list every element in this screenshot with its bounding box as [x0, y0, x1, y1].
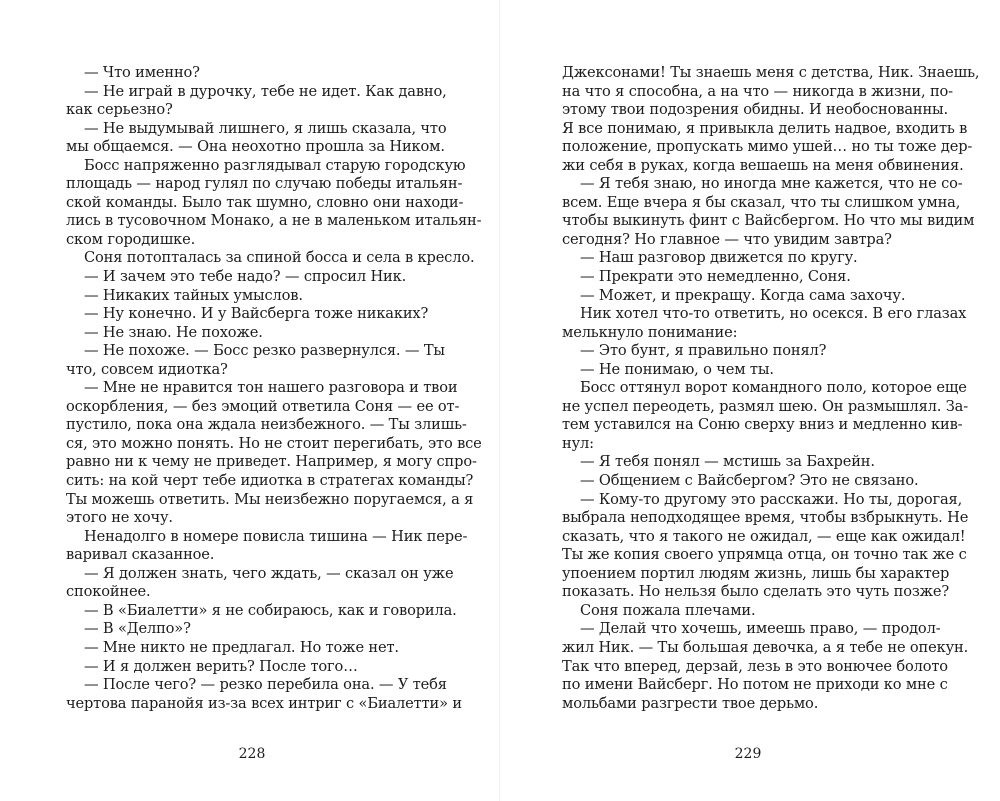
text-line: мольбами разгрести твое дерьмо.: [562, 694, 819, 712]
text-line: — Мне никто не предлагал. Но тоже нет.: [84, 638, 399, 656]
text-line: варивал сказанное.: [66, 546, 215, 564]
text-line: по имени Вайсберг. Но потом не приходи ко мне с: [562, 676, 948, 694]
right-page-number: 229: [734, 746, 762, 762]
text-line: — Не играй в дурочку, тебе не идет. Как давно,: [84, 82, 447, 100]
text-line: ской команды. Было так шумно, словно они находи-: [66, 193, 464, 211]
text-line: — Наш разговор движется по кругу.: [580, 249, 858, 267]
text-line: всем. Еще вчера я бы сказал, что ты слишком умна,: [562, 193, 961, 211]
text-line: — Я тебя понял — мстишь за Бахрейн.: [580, 453, 875, 471]
text-line: этому твои подозрения обидны. И необоснованны.: [562, 101, 948, 119]
text-line: тем уставился на Соню сверху вниз и медленно кив-: [562, 416, 963, 434]
text-line: нул:: [562, 434, 594, 452]
text-line: равно ни к чему не приведет. Например, я могу спро-: [66, 453, 477, 471]
text-line: спокойнее.: [66, 583, 151, 601]
text-line: мелькнуло понимание:: [562, 323, 738, 341]
text-line: чтобы выкинуть финт с Вайсбергом. Но что мы видим: [562, 212, 975, 230]
text-line: ском городишке.: [66, 230, 196, 248]
text-line: жил Ник. — Ты большая девочка, а я тебе не опекун.: [562, 638, 969, 656]
text-line: положение, пропускать мимо ушей… но ты тоже дер-: [562, 138, 973, 156]
text-line: — Что именно?: [84, 64, 200, 81]
text-line: площадь — народ гулял по случаю победы итальян-: [66, 175, 463, 193]
text-line: жи себя в руках, когда вешаешь на меня обвинения.: [562, 156, 964, 174]
text-line: не успел переодеть, размял шею. Он размышлял. За-: [562, 397, 969, 415]
text-line: — Общением с Вайсбергом? Это не связано.: [580, 472, 919, 490]
right-page: [562, 64, 980, 784]
text-line: Босс оттянул ворот командного поло, которое еще: [580, 379, 967, 397]
book-gutter: [499, 0, 501, 801]
text-line: оскорбления, — без эмоций ответила Соня — ее от-: [66, 397, 460, 415]
left-page-text: [66, 64, 482, 713]
text-line: — В «Делпо»?: [84, 620, 191, 638]
text-line: этого не хочу.: [66, 509, 173, 527]
text-line: ся, это можно понять. Но не стоит перегибать, это все: [66, 434, 482, 452]
text-line: — И зачем это тебе надо? — спросил Ник.: [84, 268, 407, 286]
text-line: — Прекрати это немедленно, Соня.: [580, 268, 851, 286]
text-line: пустило, пока она ждала неизбежного. — Ты злишь-: [66, 416, 467, 434]
text-line: — После чего? — резко перебила она. — У тебя: [84, 676, 447, 694]
text-line: на что я способна, а на что — никогда в жизни, по-: [562, 82, 953, 100]
text-line: Я все понимаю, я привыкла делить надвое, входить в: [562, 119, 968, 137]
text-line: — Не понимаю, о чем ты.: [580, 360, 774, 378]
text-line: — Я должен знать, чего ждать, — сказал он уже: [84, 564, 454, 582]
text-line: — Я тебя знаю, но иногда мне кажется, что не со-: [580, 175, 963, 193]
text-line: — Кому-то другому это расскажи. Но ты, дорогая,: [580, 490, 963, 508]
text-line: — Ну конечно. И у Вайсберга тоже никаких?: [84, 305, 429, 323]
text-line: Так что вперед, дерзай, лезь в это вонючее болото: [562, 657, 948, 675]
text-line: — Никаких тайных умыслов.: [84, 286, 303, 304]
text-line: — Может, и прекращу. Когда сама захочу.: [580, 286, 906, 304]
text-line: Джексонами! Ты знаешь меня с детства, Ник. Знаешь,: [562, 64, 980, 81]
text-line: Ты же копия своего упрямца отца, он точно так же с: [562, 546, 967, 564]
text-line: чертова паранойя из-за всех интриг с «Биалетти» и: [66, 694, 462, 712]
text-line: выбрала неподходящее время, чтобы взбрыкнуть. Не: [562, 509, 969, 527]
text-line: — Не знаю. Не похоже.: [84, 323, 263, 341]
text-line: сказать, что я такого не ожидал, — еще как ожидал!: [562, 527, 966, 545]
text-line: лись в тусовочном Монако, а не в маленьком итальян-: [66, 212, 482, 230]
text-line: — Не похоже. — Босс резко развернулся. — Ты: [84, 342, 445, 360]
text-line: — Делай что хочешь, имеешь право, — продол-: [580, 620, 941, 638]
text-line: — В «Биалетти» я не собираюсь, как и говорила.: [84, 601, 457, 619]
text-line: как серьезно?: [66, 101, 173, 119]
text-line: что, совсем идиотка?: [66, 360, 228, 378]
left-page: [66, 64, 482, 784]
text-line: упоением портил людям жизнь, лишь бы характер: [562, 564, 950, 582]
text-line: Босс напряженно разглядывал старую городскую: [84, 156, 466, 174]
right-page-text: [562, 64, 980, 713]
text-line: Ты можешь ответить. Мы неизбежно поругаемся, а я: [66, 490, 474, 508]
text-line: — Это бунт, я правильно понял?: [580, 342, 827, 360]
text-line: сегодня? Но главное — что увидим завтра?: [562, 230, 892, 248]
text-line: сить: на кой черт тебе идиотка в стратегах команды?: [66, 472, 474, 490]
text-line: мы общаемся. — Она неохотно прошла за Ником.: [66, 138, 445, 156]
text-line: Ник хотел что-то ответить, но осекся. В его глазах: [580, 305, 967, 323]
text-line: — Мне не нравится тон нашего разговора и твои: [84, 379, 458, 397]
text-line: показать. Но нельзя было сделать это чуть позже?: [562, 583, 950, 601]
text-line: Соня потопталась за спиной босса и села в кресло.: [84, 249, 475, 267]
text-line: Ненадолго в номере повисла тишина — Ник пере-: [84, 527, 468, 545]
text-line: — Не выдумывай лишнего, я лишь сказала, что: [84, 119, 447, 137]
left-page-number: 228: [238, 746, 266, 762]
text-line: — И я должен верить? После того…: [84, 657, 358, 675]
text-line: Соня пожала плечами.: [580, 601, 756, 619]
